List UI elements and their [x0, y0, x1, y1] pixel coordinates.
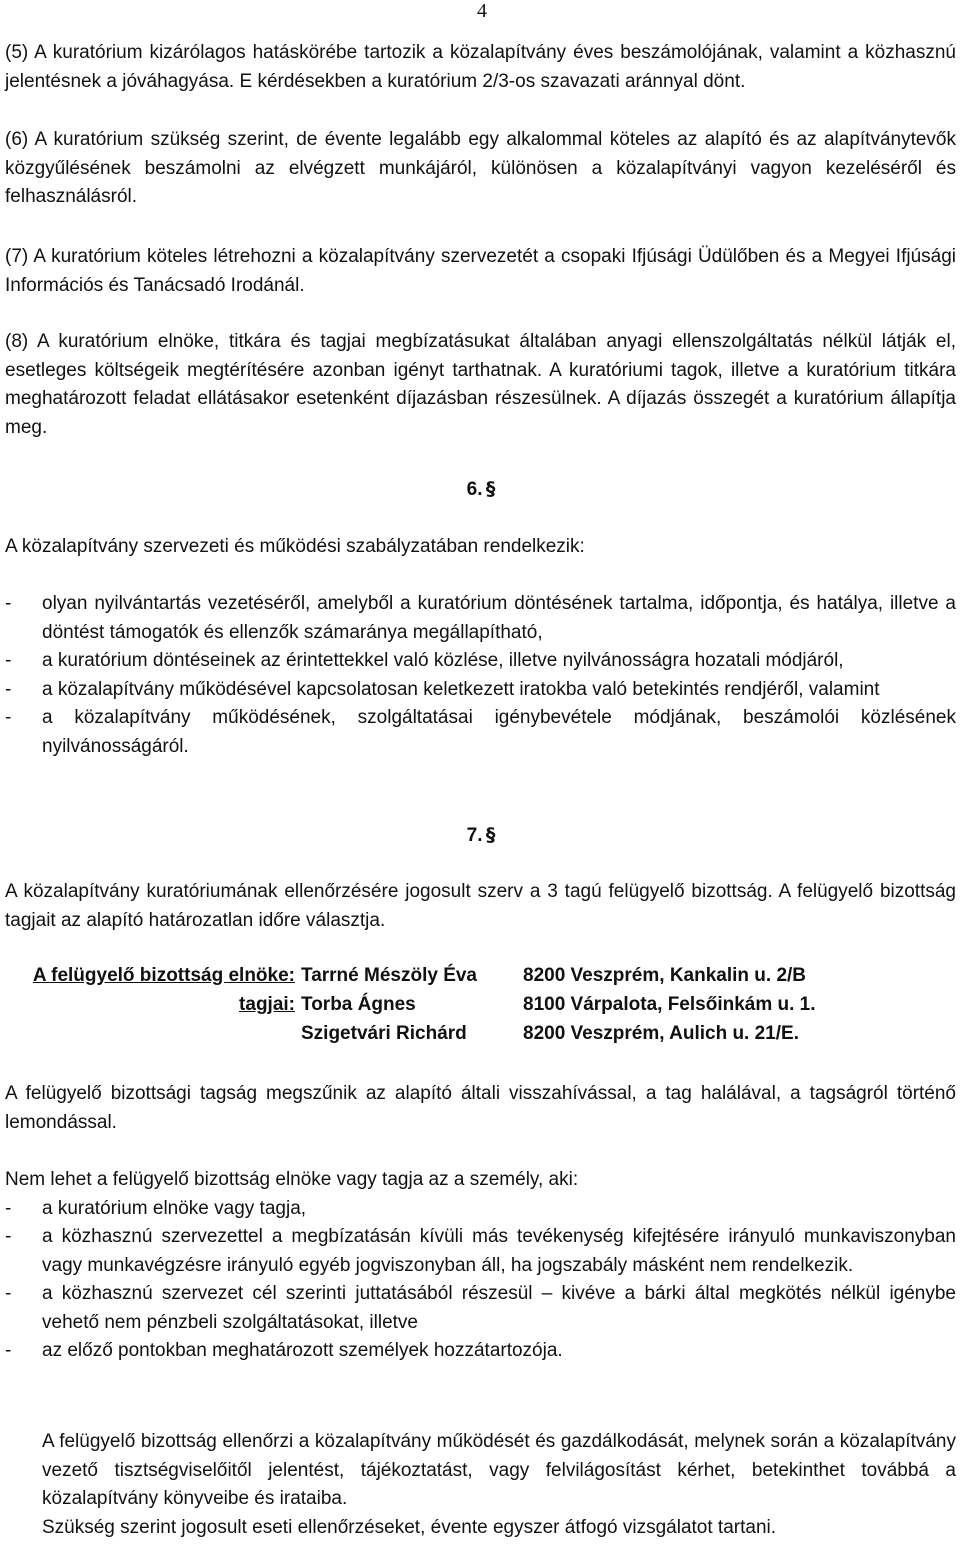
paragraph-text: (8) A kuratórium elnöke, titkára és tagjai megbízatásukat általában anyagi ellenszolgáltatás nélkül látják el, esetleges költségeik megtérítésére azonban igényt tarthatnak. A kuratóriumi tagok, illetve a kuratórium titkára meghatározott feladat ellátásakor esetenként díjazásban részesülnek. A díjazás összegét a kuratórium állapítja meg. [5, 331, 956, 438]
dash-bullet: - [5, 1197, 12, 1219]
list-item [5, 1280, 956, 1337]
section-6-heading [0, 476, 960, 503]
dash-bullet: - [5, 1340, 12, 1361]
list-item-text: a közalapítvány működésével kapcsolatosan keletkezett iratokba való betekintés rendjéről, valamint [42, 678, 880, 700]
section-sign-icon: § [485, 824, 496, 846]
paragraph-text: Szükség szerint jogosult eseti ellenőrzéseket, évente egyszer átfogó vizsgálatot tartani. [42, 1516, 777, 1538]
board-member-address: 8200 Veszprém, Kankalin u. 2/B [523, 965, 807, 986]
exclusion-section [5, 1166, 956, 1366]
section-6-intro [5, 533, 956, 562]
section-number: 6. [466, 479, 483, 500]
section-sign-icon: § [485, 478, 496, 500]
board-member-name: Torba Ágnes [301, 994, 416, 1015]
list-item-text: a kuratórium elnöke vagy tagja, [42, 1197, 307, 1219]
supervisory-board [5, 962, 956, 1049]
paragraph-text: A közalapítvány szervezeti és működési szabályzatában rendelkezik: [5, 536, 585, 557]
paragraph-8 [5, 328, 956, 442]
board-member-name: Tarrné Mészöly Éva [301, 965, 478, 986]
list-item-text: az előző pontokban meghatározott személyek hozzátartozója. [42, 1340, 563, 1361]
list-item [5, 647, 956, 676]
list-item-text: olyan nyilvántartás vezetéséről, amelyből a kuratórium döntésének tartalma, időpontja, és hatálya, illetve a döntést támogatók és ellenzők számaránya megállapítható, [42, 593, 956, 643]
board-row [5, 991, 956, 1020]
dash-bullet: - [5, 593, 12, 614]
list-item [5, 1223, 956, 1280]
paragraph-text: (7) A kuratórium köteles létrehozni a közalapítvány szervezetét a csopaki Ifjúsági Üdülőben és a Megyei Ifjúsági Információs és Tanácsadó Irodánál. [5, 246, 956, 296]
section-6-list [5, 590, 956, 761]
list-item-text: a közhasznú szervezettel a megbízatásán kívüli más tevékenység kifejtésére irányuló munkaviszonyban vagy munkavégzésre irányuló egyéb jogviszonyban áll, ha jogszabály másként nem rendelkezik. [42, 1226, 956, 1276]
dash-bullet: - [5, 707, 12, 728]
list-item-text: a közalapítvány működésének, szolgáltatásai igénybevétele módjának, beszámolói közlésének nyilvánosságáról. [42, 707, 956, 757]
board-role: A felügyelő bizottság elnöke: [32, 965, 295, 986]
section-number: 7. [466, 825, 483, 846]
closing-paragraph [42, 1428, 956, 1542]
list-item [5, 676, 956, 705]
paragraph-text: A felügyelő bizottság ellenőrzi a közalapítvány működését és gazdálkodását, melynek során a közalapítvány vezető tisztségviselőitől jelentést, tájékoztatást, vagy felvilágosítást kérhet, betekinthet továbbá a közalapítvány könyveibe és irataiba. [42, 1431, 956, 1509]
paragraph-7 [5, 243, 956, 300]
dash-bullet: - [5, 1283, 12, 1304]
board-role: tagjai: [239, 994, 295, 1015]
dash-bullet: - [5, 650, 12, 671]
paragraph-6 [5, 126, 956, 212]
board-member-address: 8100 Várpalota, Felsőinkám u. 1. [523, 994, 816, 1015]
board-row [5, 1020, 956, 1049]
list-item [5, 704, 956, 761]
section-7-intro [5, 878, 956, 935]
paragraph-5 [5, 39, 956, 96]
list-item-text: a közhasznú szervezet cél szerinti juttatásából részesül – kivéve a bárki által megkötés nélkül igénybe vehető nem pénzbeli szolgáltatásokat, illetve [42, 1283, 956, 1333]
list-item [5, 1337, 956, 1366]
termination-paragraph [5, 1080, 956, 1137]
list-item [5, 1195, 956, 1224]
paragraph-text: Nem lehet a felügyelő bizottság elnöke vagy tagja az a személy, aki: [5, 1169, 579, 1190]
board-row [5, 962, 956, 991]
paragraph-text: (6) A kuratórium szükség szerint, de évente legalább egy alkalommal köteles az alapító és az alapítványtevők közgyűlésének beszámolni az elvégzett munkájáról, különösen a közalapítványi vagyon kezeléséről és felhasználásról. [5, 129, 956, 207]
section-7-heading [0, 822, 960, 849]
paragraph-text: A felügyelő bizottsági tagság megszűnik az alapító általi visszahívással, a tag halálával, a tagságról történő lemondással. [5, 1083, 956, 1133]
board-member-address: 8200 Veszprém, Aulich u. 21/E. [523, 1023, 799, 1044]
paragraph-text: (5) A kuratórium kizárólagos hatáskörébe tartozik a közalapítvány éves beszámolójának, valamint a közhasznú jelentésnek a jóváhagyása. E kérdésekben a kuratórium 2/3-os szavazati aránnyal dönt. [5, 42, 956, 92]
list-item [5, 590, 956, 647]
list-item-text: a kuratórium döntéseinek az érintettekkel való közlése, illetve nyilvánosságra hozatali módjáról, [42, 650, 844, 671]
board-member-name: Szigetvári Richárd [301, 1023, 467, 1044]
dash-bullet: - [5, 1226, 12, 1247]
dash-bullet: - [5, 678, 12, 700]
paragraph-text: A közalapítvány kuratóriumának ellenőrzésére jogosult szerv a 3 tagú felügyelő bizottság. A felügyelő bizottság tagjait az alapító határozatlan időre választja. [5, 881, 956, 931]
page-number: 4 [477, 0, 487, 22]
